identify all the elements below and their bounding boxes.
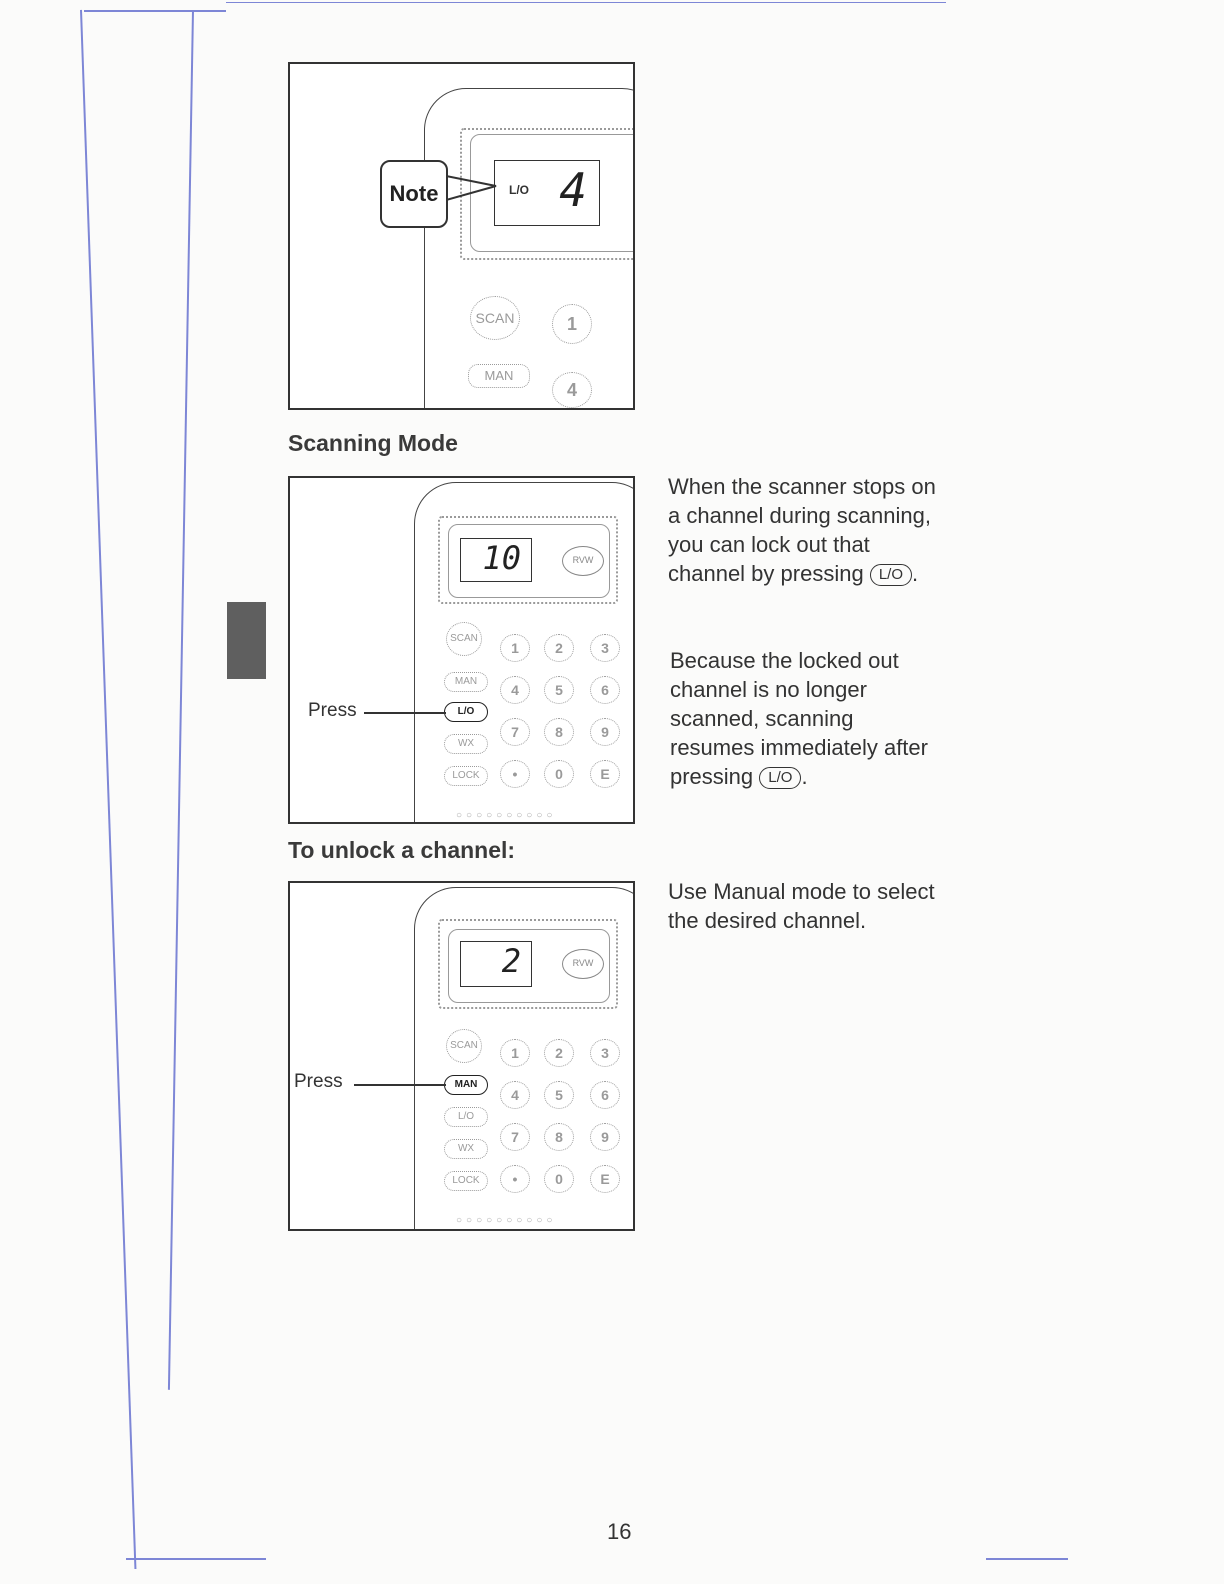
- key-3: 3: [590, 634, 620, 662]
- man-key-pressed: MAN: [444, 1075, 488, 1095]
- page-number: 16: [607, 1519, 632, 1544]
- key-7: 7: [500, 1123, 530, 1151]
- key-2: 2: [544, 1039, 574, 1067]
- scan-key: SCAN: [446, 1029, 482, 1063]
- key-4: 4: [500, 1081, 530, 1109]
- key-5: 5: [544, 676, 574, 704]
- inner-margin-line: [168, 10, 194, 1390]
- key-dot: •: [500, 1165, 530, 1193]
- lockout-explanation-period: .: [801, 764, 808, 789]
- note-figure: [288, 62, 635, 410]
- key-2: 2: [544, 634, 574, 662]
- key-e: E: [590, 1165, 620, 1193]
- lo-key-inline: L/O: [870, 564, 912, 586]
- key-0: 0: [544, 1165, 574, 1193]
- key-0: 0: [544, 760, 574, 788]
- lcd-screen: [460, 538, 532, 582]
- speaker-grille: ○○○○○○○○○○: [456, 1215, 557, 1226]
- key-3: 3: [590, 1039, 620, 1067]
- key-6: 6: [590, 1081, 620, 1109]
- wx-key: WX: [444, 1139, 488, 1159]
- press-label: Press: [308, 700, 357, 721]
- lockout-explanation: [670, 646, 940, 791]
- lockout-instruction-text: When the scanner stops on a channel during scanning, you can lock out that channel by pressing: [668, 474, 936, 586]
- unlock-channel-heading: To unlock a channel:: [288, 837, 516, 863]
- press-leader-line: [364, 712, 446, 714]
- scan-key: SCAN: [446, 622, 482, 656]
- lock-key: LOCK: [444, 1171, 488, 1191]
- lo-key-pressed: L/O: [444, 702, 488, 722]
- lockout-instruction-period: .: [912, 561, 919, 586]
- lockout-indicator: L/O: [509, 183, 529, 197]
- lcd-screen: [460, 941, 532, 987]
- top-rule: [226, 2, 946, 3]
- key-9: 9: [590, 718, 620, 746]
- key-e: E: [590, 760, 620, 788]
- bottom-margin-line: [126, 1558, 266, 1560]
- key-1: 1: [552, 304, 592, 344]
- key-7: 7: [500, 718, 530, 746]
- lock-key: LOCK: [444, 766, 488, 786]
- man-key: MAN: [468, 364, 530, 388]
- thumb-index-tab: [227, 602, 266, 679]
- callout-pointer: [446, 170, 526, 210]
- wx-key: WX: [444, 734, 488, 754]
- lockout-explanation-text: Because the locked out channel is no longer scanned, scanning resumes immediately after pressing: [670, 648, 928, 789]
- scanning-mode-heading: Scanning Mode: [288, 430, 458, 456]
- key-8: 8: [544, 718, 574, 746]
- scan-key: SCAN: [470, 296, 520, 340]
- rvw-key: RVW: [562, 546, 604, 576]
- speaker-grille: ○○○○○○○○○○: [456, 810, 557, 821]
- scanning-mode-figure: [288, 476, 635, 824]
- key-8: 8: [544, 1123, 574, 1151]
- lo-key: L/O: [444, 1107, 488, 1127]
- key-dot: •: [500, 760, 530, 788]
- lockout-instruction: [668, 472, 938, 588]
- man-key: MAN: [444, 672, 488, 692]
- key-6: 6: [590, 676, 620, 704]
- press-label: Press: [294, 1071, 343, 1092]
- key-9: 9: [590, 1123, 620, 1151]
- bottom-right-margin-line: [986, 1558, 1068, 1560]
- lo-key-inline: L/O: [759, 767, 801, 789]
- key-4: 4: [552, 372, 592, 408]
- note-callout: Note: [380, 160, 448, 228]
- key-1: 1: [500, 634, 530, 662]
- left-margin-line: [80, 10, 136, 1569]
- key-1: 1: [500, 1039, 530, 1067]
- press-leader-line: [354, 1084, 446, 1086]
- lcd-channel-value: 4: [559, 163, 587, 217]
- lcd-channel-value: 2: [501, 942, 521, 980]
- unlock-figure: [288, 881, 635, 1231]
- key-5: 5: [544, 1081, 574, 1109]
- rvw-key: RVW: [562, 949, 604, 979]
- unlock-instruction: Use Manual mode to select the desired channel.: [668, 879, 935, 933]
- top-margin-line: [84, 10, 226, 12]
- key-4: 4: [500, 676, 530, 704]
- lcd-channel-value: 10: [482, 539, 521, 577]
